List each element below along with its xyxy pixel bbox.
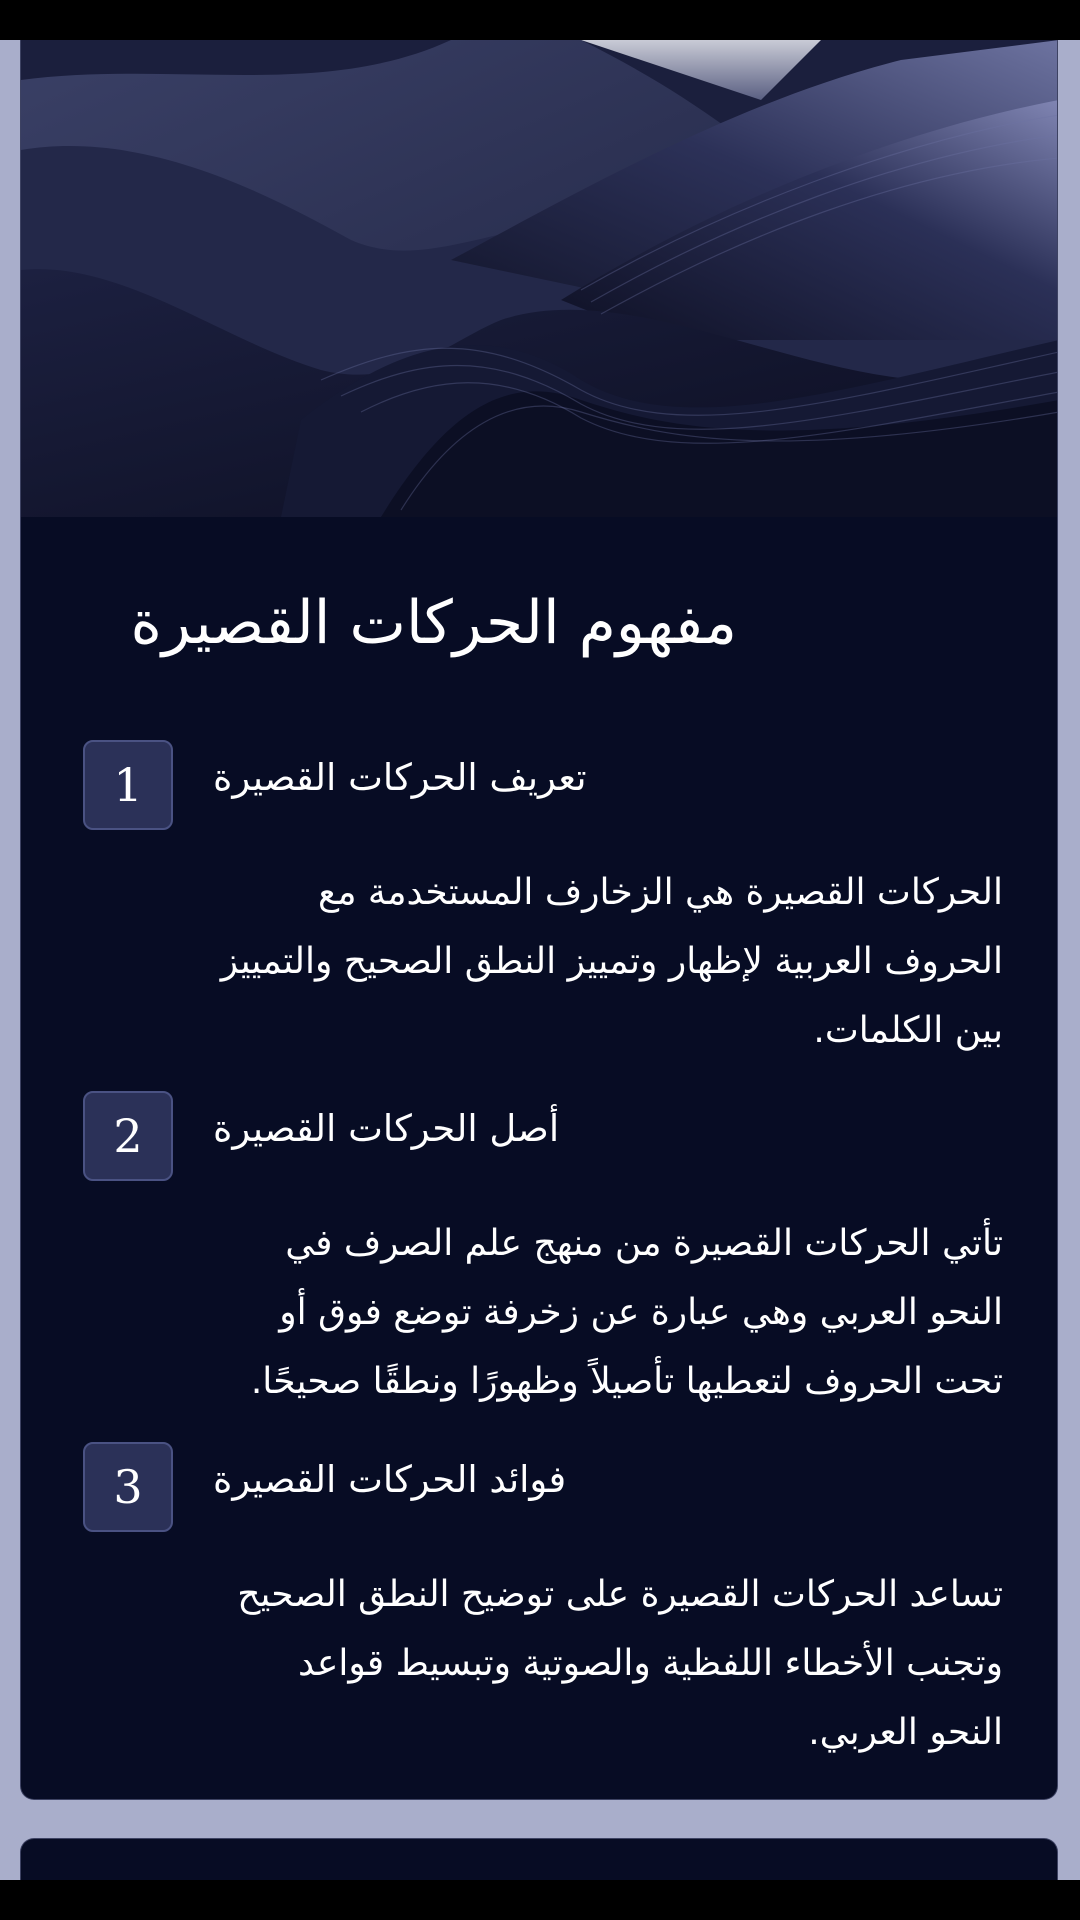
item-title: تعريف الحركات القصيرة <box>213 756 587 799</box>
list-item <box>21 1442 1058 1753</box>
item-title: فوائد الحركات القصيرة <box>213 1458 567 1501</box>
list-item <box>21 1091 1058 1402</box>
item-description: تساعد الحركات القصيرة على توضيح النطق الصحيح وتجنب الأخطاء اللفظية والصوتية وتبسيط قواعد النحو العربي. <box>237 1574 1003 1753</box>
status-bar <box>0 0 1080 40</box>
item-number-badge: 3 <box>83 1442 173 1532</box>
item-number-badge: 2 <box>83 1091 173 1181</box>
item-number-badge: 1 <box>83 740 173 830</box>
content-card <box>20 40 1058 1800</box>
item-description: الحركات القصيرة هي الزخارف المستخدمة مع الحروف العربية لإظهار وتمييز النطق الصحيح والتمييز بين الكلمات. <box>220 872 1003 1051</box>
page-title: مفهوم الحركات القصيرة <box>130 588 737 658</box>
item-title: أصل الحركات القصيرة <box>213 1107 560 1150</box>
navigation-bar <box>0 1880 1080 1920</box>
hero-image <box>21 40 1058 517</box>
list-item <box>21 740 1058 1051</box>
item-description: تأتي الحركات القصيرة من منهج علم الصرف في النحو العربي وهي عبارة عن زخرفة توضع فوق أو تحت الحروف لتعطيها تأصيلاً وظهورًا ونطقًا صحيحًا. <box>250 1223 1003 1402</box>
